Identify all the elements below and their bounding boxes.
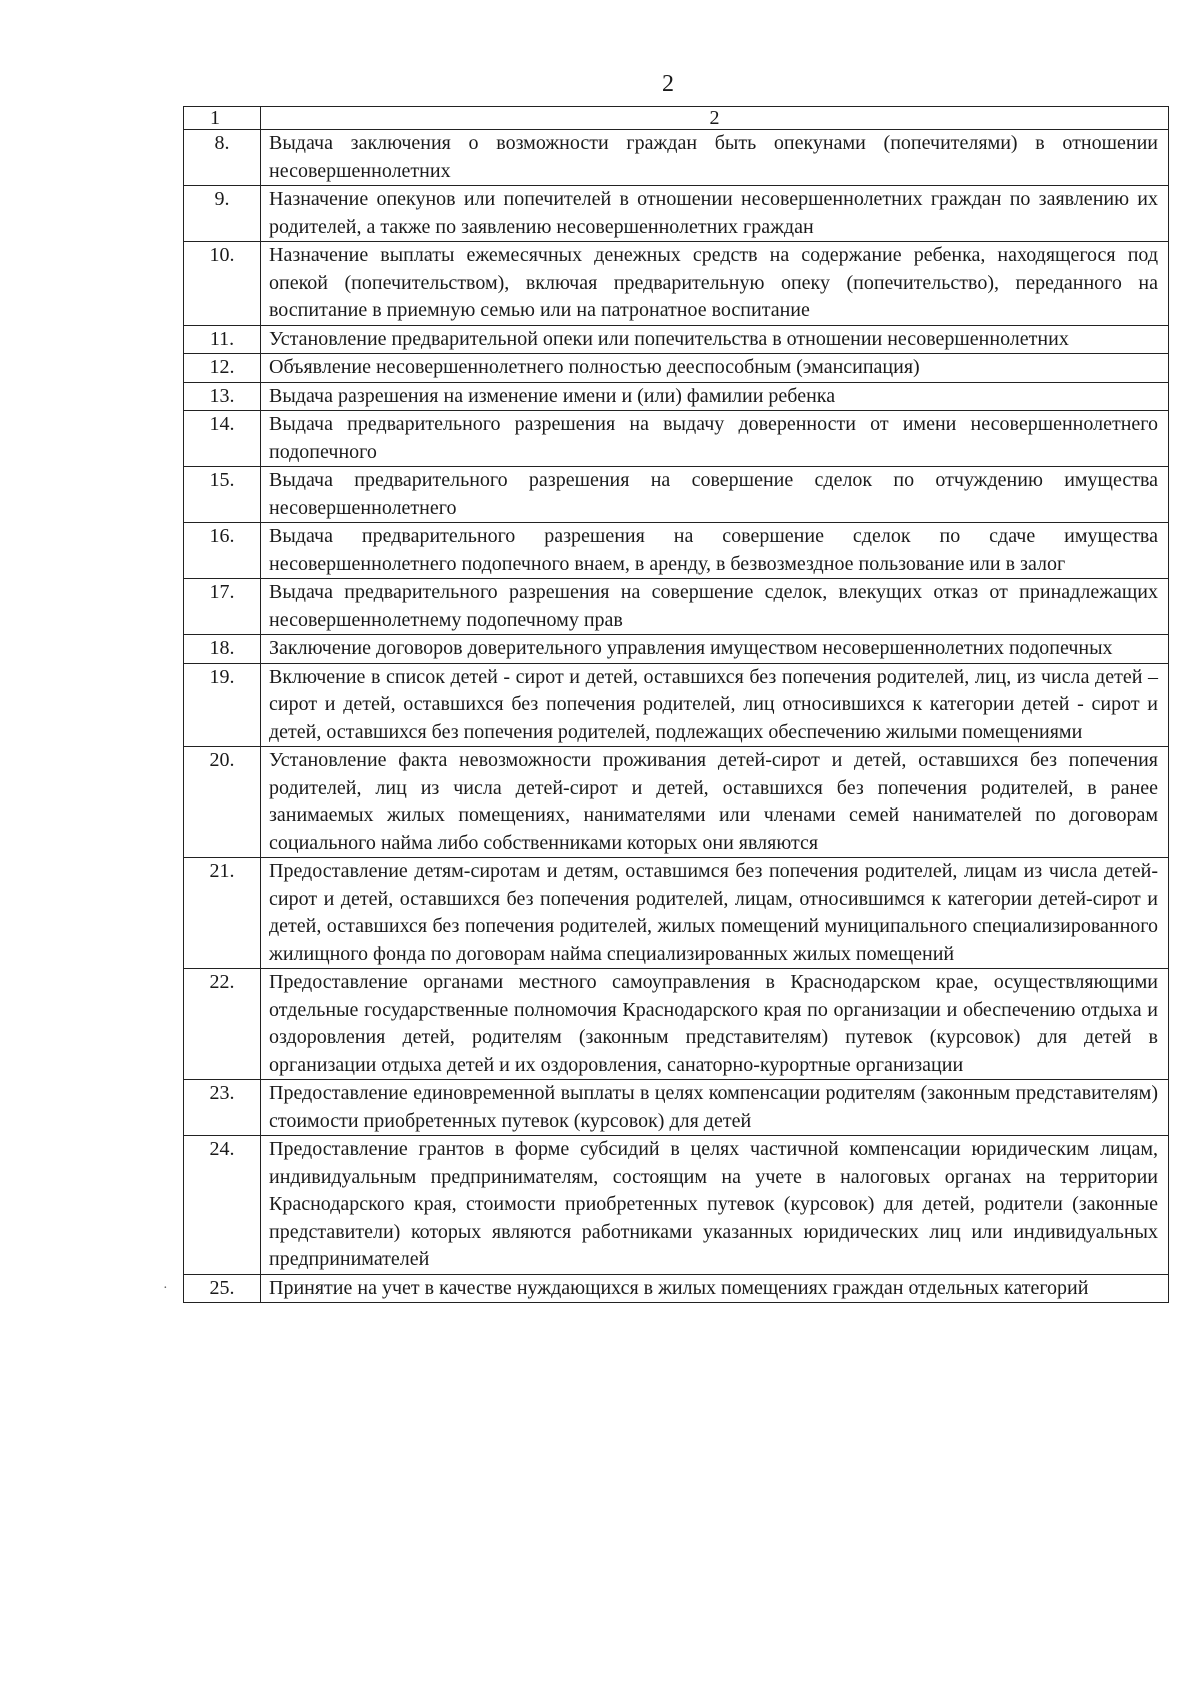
table-row [184,130,1169,186]
row-number: 20. [184,747,261,858]
row-number: 18. [184,635,261,664]
row-number: 16. [184,523,261,579]
page-number: 2 [662,71,674,97]
row-number: 12. [184,354,261,383]
row-number: 13. [184,382,261,411]
row-number: 15. [184,467,261,523]
service-name: Предоставление органами местного самоуправления в Краснодарском крае, осуществляющими отдельные государственные полномочия Краснодарского края по организации и обеспечению отдыха и оздоровления детей, родителям (законным представителям) путевок (курсовок) для детей в организации отдыха детей и их оздоровления, санаторно-курортные организации [261,969,1169,1080]
service-name: Предоставление детям-сиротам и детям, оставшимся без попечения родителей, лицам из числа детей-сирот и детей, оставшихся без попечения родителей, лицам, относившимся к категории детей-сирот и детей, оставшихся без попечения родителей, жилых помещений муниципального специализированного жилищного фонда по договорам найма специализированных жилых помещений [261,858,1169,969]
table-row [184,1136,1169,1275]
service-name: Предоставление единовременной выплаты в целях компенсации родителям (законным представителям) стоимости приобретенных путевок (курсовок) для детей [261,1080,1169,1136]
table-row [184,1080,1169,1136]
service-name: Выдача предварительного разрешения на выдачу доверенности от имени несовершеннолетнего подопечного [261,411,1169,467]
row-number: 17. [184,579,261,635]
service-name: Установление факта невозможности проживания детей-сирот и детей, оставшихся без попечения родителей, лиц из числа детей-сирот и детей, оставшихся без попечения родителей, в ранее занимаемых жилых помещениях, нанимателями или членами семей нанимателей по договорам социального найма либо собственниками которых они являются [261,747,1169,858]
table-row [184,858,1169,969]
row-number: 21. [184,858,261,969]
table-header-row [184,107,1169,130]
table-row [184,186,1169,242]
service-name: Включение в список детей - сирот и детей, оставшихся без попечения родителей, лиц, из числа детей – сирот и детей, оставшихся без попечения родителей, лиц относившихся к категории детей - сирот и детей, оставшихся без попечения родителей, подлежащих обеспечению жилыми помещениями [261,663,1169,747]
table-row [184,382,1169,411]
header-col-1: 1 [184,107,261,130]
table-row [184,325,1169,354]
row-number: 10. [184,242,261,326]
service-name: Объявление несовершеннолетнего полностью дееспособным (эмансипация) [261,354,1169,383]
table-row [184,242,1169,326]
table-row [184,1274,1169,1303]
row-number: 25. [184,1274,261,1303]
table-row [184,354,1169,383]
service-name: Назначение опекунов или попечителей в отношении несовершеннолетних граждан по заявлению их родителей, а также по заявлению несовершеннолетних граждан [261,186,1169,242]
row-number: 9. [184,186,261,242]
table-row [184,467,1169,523]
services-table [183,106,1169,1303]
table-row [184,411,1169,467]
row-number: 22. [184,969,261,1080]
service-name: Выдача предварительного разрешения на совершение сделок по отчуждению имущества несовершеннолетнего [261,467,1169,523]
header-col-2: 2 [261,107,1169,130]
row-number: 19. [184,663,261,747]
service-name: Назначение выплаты ежемесячных денежных средств на содержание ребенка, находящегося под опекой (попечительством), включая предварительную опеку (попечительство), переданного на воспитание в приемную семью или на патронатное воспитание [261,242,1169,326]
row-number: 11. [184,325,261,354]
service-name: Выдача предварительного разрешения на совершение сделок, влекущих отказ от принадлежащих несовершеннолетнему подопечному прав [261,579,1169,635]
services-table-body [184,107,1169,1303]
service-name: Заключение договоров доверительного управления имуществом несовершеннолетних подопечных [261,635,1169,664]
row-number: 8. [184,130,261,186]
table-row [184,663,1169,747]
service-name: Принятие на учет в качестве нуждающихся в жилых помещениях граждан отдельных категорий [261,1274,1169,1303]
table-row [184,635,1169,664]
table-row [184,969,1169,1080]
service-name: Выдача разрешения на изменение имени и (или) фамилии ребенка [261,382,1169,411]
service-name: Выдача заключения о возможности граждан быть опекунами (попечителями) в отношении несовершеннолетних [261,130,1169,186]
row-number: 23. [184,1080,261,1136]
table-row [184,747,1169,858]
service-name: Предоставление грантов в форме субсидий в целях частичной компенсации юридическим лицам, индивидуальным предпринимателям, состоящим на учете в налоговых органах на территории Краснодарского края, стоимости приобретенных путевок (курсовок) для детей, родители (законные представители) которых являются работниками указанных юридических лиц или индивидуальных предпринимателей [261,1136,1169,1275]
table-row [184,579,1169,635]
scan-speck-mark: · [163,1281,168,1296]
service-name: Установление предварительной опеки или попечительства в отношении несовершеннолетних [261,325,1169,354]
row-number: 14. [184,411,261,467]
row-number: 24. [184,1136,261,1275]
table-row [184,523,1169,579]
service-name: Выдача предварительного разрешения на совершение сделок по сдаче имущества несовершеннолетнего подопечного внаем, в аренду, в безвозмездное пользование или в залог [261,523,1169,579]
